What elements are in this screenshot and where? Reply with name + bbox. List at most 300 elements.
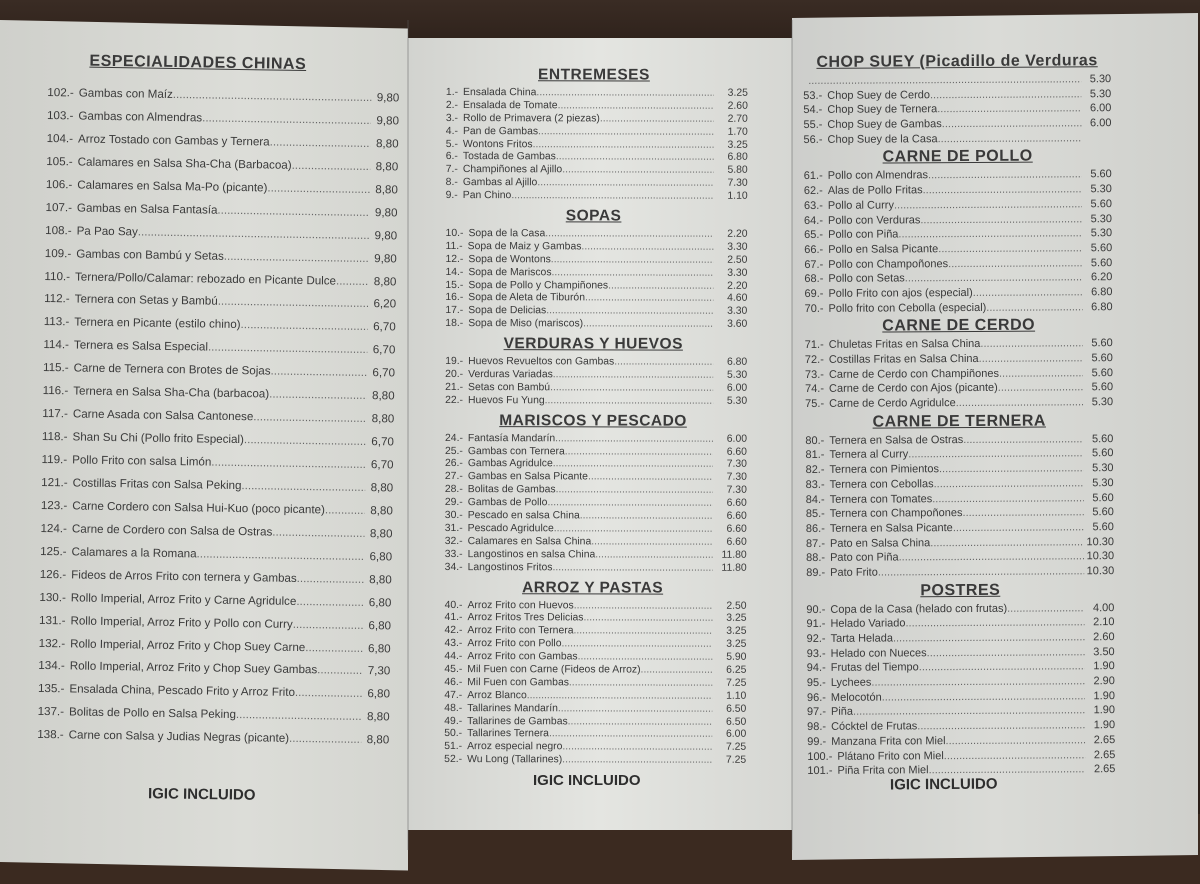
leader-dots <box>296 591 363 615</box>
item-price: 10.30 <box>1086 535 1115 548</box>
item-number: 18.- <box>445 318 464 330</box>
leader-dots <box>591 536 713 549</box>
menu-item <box>438 728 746 742</box>
item-price: 3.25 <box>726 638 747 650</box>
item-price: 7.25 <box>725 742 747 754</box>
item-name: Piña <box>830 706 854 719</box>
item-number: 123.- <box>40 498 68 513</box>
leader-dots <box>553 369 713 382</box>
item-name: Huevos Revueltos con Gambas <box>468 356 615 368</box>
item-price: 6.00 <box>725 729 747 741</box>
leader-dots <box>595 549 712 562</box>
item-name: Arroz Blanco <box>467 689 527 701</box>
item-price: 6.60 <box>726 523 747 535</box>
item-number: 67.- <box>804 258 824 271</box>
item-price: 5.60 <box>1091 381 1114 394</box>
item-price: 7.30 <box>727 177 748 190</box>
menu-item <box>440 151 748 165</box>
item-name: Champiñones al Ajillo <box>462 164 563 176</box>
item-number: 17.- <box>445 305 464 317</box>
item-number: 34.- <box>444 561 463 573</box>
item-price: 1.10 <box>727 190 748 202</box>
item-number: 112.- <box>44 292 70 306</box>
leader-dots <box>953 520 1084 536</box>
item-name: Rollo Imperial, Arroz Frito y Chop Suey Gambas <box>69 659 318 677</box>
leader-dots <box>932 491 1084 507</box>
item-number: 27.- <box>444 471 463 483</box>
item-name: Setas con Bambú <box>468 381 551 394</box>
item-price: 3.30 <box>727 267 748 279</box>
item-name: Calamares en Salsa Ma-Po (picante) <box>77 178 268 195</box>
item-price: 8,80 <box>370 503 393 518</box>
item-name: Mil Fuen con Gambas <box>467 676 569 689</box>
leader-dots <box>550 382 713 395</box>
item-price: 8,80 <box>369 526 393 541</box>
leader-dots <box>641 664 713 677</box>
item-number: 81.- <box>805 449 825 462</box>
item-name: Langostinos Fritos <box>467 561 553 573</box>
item-number: 131.- <box>38 613 66 627</box>
item-number: 45.- <box>444 663 463 676</box>
item-name: Chuletas Fritas en Salsa China <box>828 338 981 352</box>
item-name: Sopa de la Casa <box>468 228 546 240</box>
item-number: 93.- <box>806 647 826 660</box>
item-price: 9,80 <box>374 205 398 220</box>
item-price: 6.80 <box>1091 300 1113 313</box>
leader-dots <box>1007 601 1084 616</box>
leader-dots <box>568 716 713 729</box>
item-price: 5.30 <box>1090 212 1113 225</box>
leader-dots <box>956 395 1084 410</box>
item-name: Pollo con Almendras <box>827 169 929 183</box>
menu-item <box>805 300 1113 317</box>
item-number: 75.- <box>805 397 825 411</box>
item-number: 117.- <box>42 407 68 421</box>
item-name: Wontons Fritos <box>462 138 533 150</box>
item-price: 8,80 <box>369 572 392 587</box>
leader-dots <box>938 131 1082 147</box>
item-number: 80.- <box>805 434 825 447</box>
leader-dots <box>944 748 1086 764</box>
item-number: 54.- <box>803 104 823 117</box>
item-number: 43.- <box>444 638 463 650</box>
leader-dots <box>905 271 1083 287</box>
item-price: 5.30 <box>1090 227 1113 240</box>
item-number: 47.- <box>444 689 463 701</box>
leader-dots <box>241 475 365 500</box>
menu-item <box>438 703 746 717</box>
menu-item <box>438 677 746 691</box>
item-number: 50.- <box>444 728 463 740</box>
item-number: 126.- <box>39 567 67 582</box>
item-number: 42.- <box>444 625 463 637</box>
item-name: Ternera es Salsa Especial <box>73 338 209 354</box>
item-price: 5.30 <box>1090 183 1112 196</box>
item-price: 5.60 <box>1090 168 1112 181</box>
item-price: 5.60 <box>1090 256 1113 269</box>
item-price: 5.60 <box>1091 432 1114 445</box>
item-name: Arroz especial negro <box>467 741 563 753</box>
item-name: Melocotón <box>830 691 882 704</box>
item-number: 135.- <box>37 682 65 696</box>
item-price: 5.80 <box>727 165 748 177</box>
item-name: Calamares a la Romana <box>71 545 197 561</box>
item-name: Carne de Cerdo con Champiñones <box>828 367 999 381</box>
item-price: 6,80 <box>367 687 391 701</box>
item-price: 6.00 <box>1089 117 1112 130</box>
section-title: VERDURAS Y HUEVOS <box>503 335 683 353</box>
section-title: CARNE DE POLLO <box>882 148 1033 166</box>
item-number: 20.- <box>445 369 464 381</box>
item-price: 8,80 <box>373 274 397 289</box>
leader-dots <box>979 351 1083 366</box>
item-price: 6.80 <box>1091 286 1113 299</box>
item-number: 90.- <box>806 603 826 616</box>
leader-dots <box>562 742 712 755</box>
item-number: 10.- <box>445 228 464 240</box>
item-price: 1.90 <box>1093 660 1115 673</box>
leader-dots <box>581 241 713 254</box>
leader-dots <box>552 267 714 280</box>
item-price: 3.25 <box>727 87 748 99</box>
leader-dots <box>224 245 369 270</box>
item-name: Pollo con Champoñones <box>828 257 949 271</box>
item-price: 6.60 <box>726 536 747 548</box>
item-number: 22.- <box>445 394 464 406</box>
leader-dots <box>173 84 372 110</box>
item-name: Carne de Cerdo Agridulce <box>829 397 956 410</box>
menu-item <box>438 754 746 768</box>
item-name: Calamares en Salsa China <box>467 535 592 548</box>
item-number: 52.- <box>444 754 463 766</box>
item-number: 84.- <box>805 493 825 506</box>
item-number: 103.- <box>46 108 74 123</box>
item-name: Plátano Frito con Miel <box>837 749 944 763</box>
item-name: Sopa de Aleta de Tiburón <box>468 292 586 304</box>
item-price: 6,70 <box>370 458 394 472</box>
item-name: Huevos Fu Yung <box>468 394 545 407</box>
item-number: 24.- <box>445 432 463 444</box>
leader-dots <box>938 241 1082 257</box>
menu-item <box>438 716 746 730</box>
fold-line <box>407 20 409 850</box>
item-name: Arroz Frito con Ternera <box>467 625 574 637</box>
item-number: 96.- <box>806 691 826 704</box>
item-price: 6.25 <box>726 664 747 676</box>
leader-dots <box>558 100 714 113</box>
item-name: Tallarines de Gambas <box>467 715 568 727</box>
leader-dots <box>555 433 713 446</box>
item-price: 2.60 <box>727 100 748 112</box>
item-name: Pato con Piña <box>830 551 899 565</box>
section-title: CHOP SUEY (Picadillo de Verduras <box>816 52 1098 71</box>
item-name: Sopa de Miso (mariscos) <box>468 318 584 330</box>
item-number: 125.- <box>40 544 67 559</box>
item-name: Ternera en Salsa Picante <box>829 521 953 535</box>
leader-dots <box>293 613 364 637</box>
leader-dots <box>608 280 713 293</box>
item-number: 109.- <box>44 246 72 260</box>
leader-dots <box>511 190 713 203</box>
item-price: 8,80 <box>371 389 395 403</box>
item-price: 6,70 <box>372 343 396 357</box>
especialidades-column <box>37 52 400 753</box>
middle-column <box>438 62 748 768</box>
menu-item <box>439 549 747 563</box>
menu-item <box>439 433 747 447</box>
leader-dots <box>547 497 712 510</box>
leader-dots <box>558 703 712 716</box>
item-price: 8,80 <box>375 182 398 197</box>
item-name: Pollo al Curry <box>827 199 894 212</box>
item-price: 1.90 <box>1093 719 1116 732</box>
item-number: 89.- <box>806 566 826 579</box>
item-name: Rollo Imperial, Arroz Frito y Carne Agridulce <box>70 591 297 608</box>
item-name: Carne de Cerdo con Ajos (picante) <box>828 382 998 396</box>
item-name: Pollo frito con Cebolla (especial) <box>828 301 987 315</box>
item-number: 73.- <box>804 368 824 381</box>
item-name: Pan de Gambas <box>462 125 539 137</box>
leader-dots <box>898 226 1082 242</box>
item-number: 116.- <box>42 384 69 398</box>
leader-dots <box>267 177 370 202</box>
item-number: 53.- <box>803 89 823 102</box>
item-price: 1.70 <box>727 126 748 138</box>
item-price: 5.60 <box>1092 506 1114 519</box>
menu-item <box>440 228 748 242</box>
item-number: 62.- <box>803 185 823 198</box>
item-name: Alas de Pollo Fritas <box>827 184 923 197</box>
item-number: 102.- <box>47 85 74 100</box>
item-price: 7.30 <box>726 472 747 484</box>
menu-item <box>439 523 747 537</box>
item-number: 87.- <box>805 537 826 550</box>
item-name: Ternera con Pimientos <box>829 463 940 476</box>
leader-dots <box>920 212 1082 228</box>
item-price: 8,80 <box>370 481 394 495</box>
item-number: 29.- <box>444 497 463 509</box>
item-name: Gambas Agridulce <box>467 458 553 470</box>
leader-dots <box>556 485 713 498</box>
item-price: 5.30 <box>1089 87 1112 100</box>
leader-dots <box>928 168 1082 184</box>
menu-item <box>440 164 748 178</box>
item-number: 107.- <box>45 200 73 215</box>
item-name: Ternera en Salsa Sha-Cha (barbacoa) <box>73 384 270 401</box>
leader-dots <box>208 337 368 362</box>
item-name: Pato Frito <box>830 566 878 579</box>
item-name: Cócktel de Frutas <box>831 720 918 733</box>
item-price: 2.65 <box>1093 733 1116 747</box>
item-name: Ternera en Salsa de Ostras <box>829 433 964 447</box>
item-number: 68.- <box>804 273 824 286</box>
item-number: 72.- <box>804 353 824 366</box>
item-name: Langostinos en salsa China <box>467 548 596 561</box>
item-price: 3.60 <box>727 319 748 331</box>
item-price: 10.30 <box>1086 550 1115 563</box>
item-number: 101.- <box>807 765 833 778</box>
item-price: 2.50 <box>727 254 748 266</box>
item-name: Copa de la Casa (helado con frutas) <box>830 602 1008 616</box>
leader-dots <box>937 102 1081 118</box>
leader-dots <box>240 314 368 339</box>
section-title: ARROZ Y PASTAS <box>522 578 664 597</box>
item-price: 1.90 <box>1093 704 1116 717</box>
item-number: 121.- <box>41 475 68 490</box>
tax-note: IGIC INCLUIDO <box>147 785 256 804</box>
leader-dots <box>545 395 713 408</box>
menu-item <box>438 741 746 755</box>
item-price: 6.60 <box>726 510 747 522</box>
item-price: 2.70 <box>727 113 748 125</box>
item-name: Sopa de Wontons <box>468 253 551 266</box>
item-number: 119.- <box>41 452 68 467</box>
leader-dots <box>882 689 1085 705</box>
menu-item <box>439 292 747 306</box>
item-number: 48.- <box>444 702 463 714</box>
menu-item <box>438 664 746 678</box>
item-number: 65.- <box>804 229 824 242</box>
leader-dots <box>980 337 1082 352</box>
item-price: 5.30 <box>1092 476 1114 490</box>
leader-dots <box>551 254 714 267</box>
item-name: Gambas en Salsa Picante <box>467 471 588 483</box>
item-name: Fantasía Mandarín <box>467 432 556 445</box>
item-price: 11.80 <box>721 549 747 561</box>
item-number: 88.- <box>806 552 826 565</box>
item-name: Gambas con Almendras <box>78 109 203 125</box>
item-name: Carne de Ternera con Brotes de Sojas <box>73 361 271 378</box>
leader-dots <box>878 564 1084 580</box>
item-name: Gambas en Salsa Fantasía <box>76 201 218 217</box>
item-price: 6.80 <box>726 356 748 368</box>
item-name: Ternera al Curry <box>829 448 909 462</box>
section-title: ENTREMESES <box>538 66 650 84</box>
item-number: 28.- <box>444 484 463 496</box>
item-price: 5.30 <box>1092 462 1114 475</box>
item-name: Chop Suey de la Casa <box>827 132 938 146</box>
leader-dots <box>556 152 714 165</box>
item-number: 118.- <box>41 430 68 444</box>
leader-dots <box>218 291 369 316</box>
item-name: Wu Long (Tallarines) <box>467 754 563 766</box>
item-number: 74.- <box>805 383 825 396</box>
item-number: 138.- <box>37 728 64 742</box>
item-number: 30.- <box>444 510 463 522</box>
item-price: 7.25 <box>726 677 747 689</box>
item-price: 5.60 <box>1090 197 1112 211</box>
item-number: 15.- <box>445 279 464 291</box>
item-price: 5.90 <box>726 651 747 663</box>
leader-dots <box>573 626 712 639</box>
item-number: 16.- <box>445 292 464 304</box>
menu-item <box>439 510 747 524</box>
item-price: 3.50 <box>1093 645 1115 658</box>
item-name: Pollo con Setas <box>828 272 905 286</box>
item-name: Pollo Frito con salsa Limón <box>72 453 212 469</box>
item-list <box>37 82 399 753</box>
item-number: 137.- <box>37 705 65 719</box>
item-price: 8,80 <box>371 412 395 426</box>
item-number: 5.- <box>445 138 458 150</box>
item-name: Ternera con Setas y Bambú <box>74 292 218 309</box>
leader-dots <box>236 704 362 729</box>
menu-item <box>439 471 747 485</box>
menu-item <box>439 305 747 319</box>
leader-dots <box>894 197 1082 213</box>
leader-dots <box>552 562 712 575</box>
item-name: Pan Chino <box>462 190 512 202</box>
item-number: 86.- <box>805 522 825 535</box>
leader-dots <box>808 72 1081 88</box>
item-price: 2.50 <box>726 600 747 612</box>
item-number: 2.- <box>445 99 459 111</box>
item-number: 94.- <box>806 662 826 675</box>
item-price: 6,70 <box>371 435 395 449</box>
leader-dots <box>244 429 366 454</box>
item-number: 85.- <box>805 508 825 521</box>
leader-dots <box>917 718 1085 734</box>
item-name: Mil Fuen con Carne (Fideos de Arroz) <box>467 664 641 676</box>
tax-note: IGIC INCLUIDO <box>533 772 641 789</box>
item-price: 6,80 <box>368 595 392 610</box>
menu-item <box>439 267 747 281</box>
item-number: 33.- <box>444 548 463 560</box>
leader-dots <box>291 155 370 179</box>
leader-dots <box>549 729 712 742</box>
item-number: 110.- <box>44 269 71 283</box>
item-name: Chop Suey de Cerdo <box>827 88 931 102</box>
item-name: Pa Pao Say <box>76 224 138 239</box>
item-price: 7,30 <box>367 664 391 678</box>
item-price: 8,80 <box>366 710 390 724</box>
item-number: 105.- <box>46 154 73 169</box>
item-name: Ternera/Pollo/Calamar: rebozado en Picante Dulce <box>74 269 337 288</box>
item-price: 8,80 <box>366 733 390 747</box>
menu-item <box>440 113 748 127</box>
item-price: 8,80 <box>375 159 399 174</box>
item-price: 2.60 <box>1093 631 1115 644</box>
item-name: Sopa de Mariscos <box>468 266 552 278</box>
item-name: Tostada de Gambas <box>462 151 556 163</box>
item-number: 97.- <box>806 706 827 719</box>
item-name: Pollo con Verduras <box>827 213 921 227</box>
item-number: 14.- <box>445 266 464 278</box>
item-price: 2.90 <box>1093 675 1115 688</box>
item-number: 124.- <box>40 521 68 536</box>
item-number: 82.- <box>805 464 825 477</box>
item-price: 2.65 <box>1093 763 1116 776</box>
menu-item <box>440 190 748 204</box>
menu-item <box>440 177 748 191</box>
leader-dots <box>196 543 364 569</box>
section-title: CARNE DE TERNERA <box>872 412 1046 431</box>
item-name: Chop Suey de Gambas <box>827 118 942 131</box>
item-name: Verduras Variadas <box>468 369 553 381</box>
item-name: Rollo Imperial, Arroz Frito y Pollo con Curry <box>70 613 293 631</box>
item-name: Ensalada China, Pescado Frito y Arroz Frito <box>69 682 296 700</box>
item-number: 25.- <box>444 445 463 457</box>
item-price: 6,20 <box>373 297 397 311</box>
leader-dots <box>899 550 1085 566</box>
item-name: Pato en Salsa China <box>829 536 931 550</box>
item-price: 5.60 <box>1092 520 1114 534</box>
leader-dots <box>973 285 1083 300</box>
item-price: 3.25 <box>726 613 747 625</box>
item-price: 5.30 <box>726 369 748 381</box>
item-number: 9.- <box>445 190 458 202</box>
leader-dots <box>533 139 714 152</box>
